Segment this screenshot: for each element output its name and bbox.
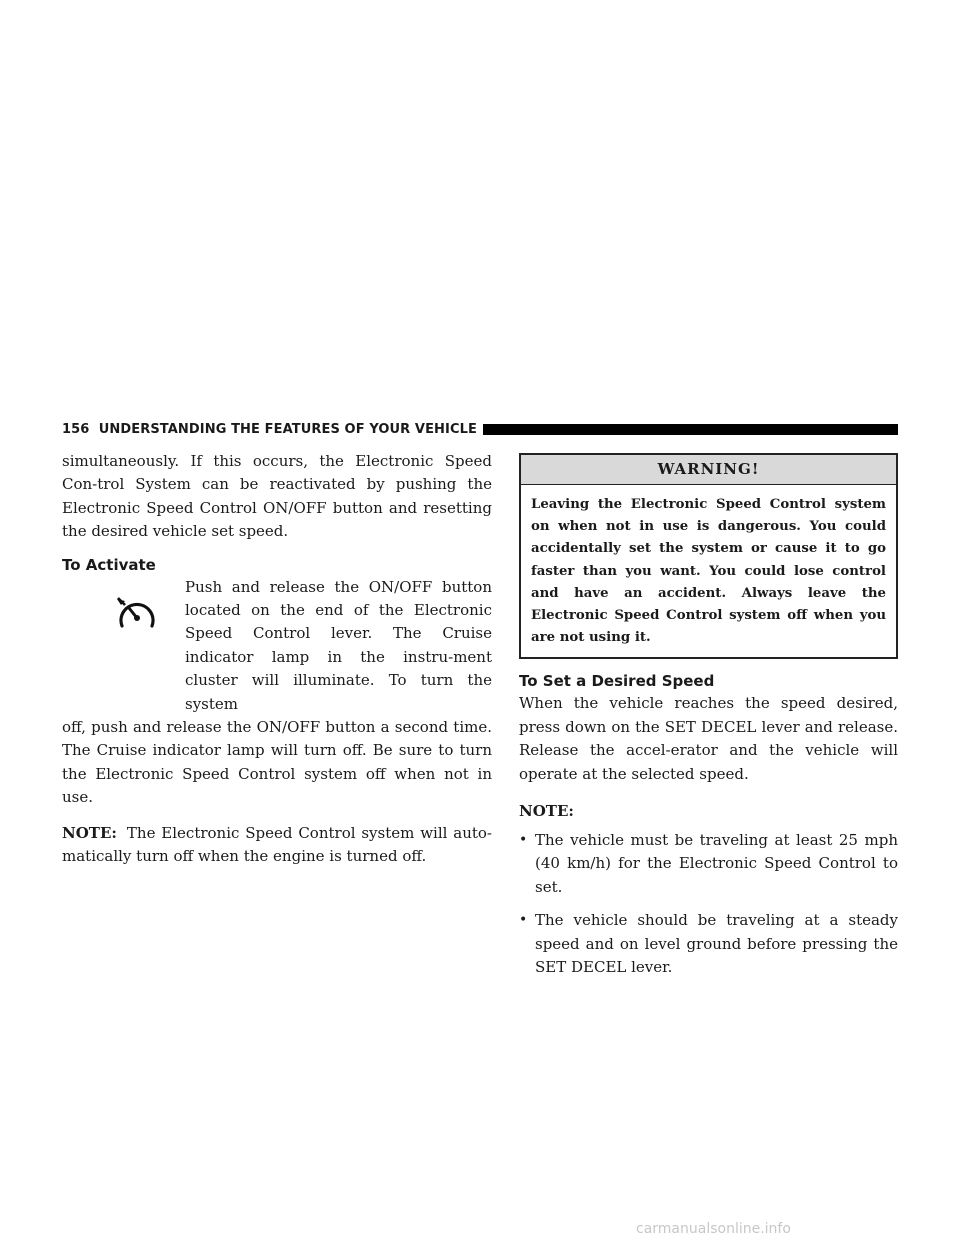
note-label: NOTE: xyxy=(62,823,117,842)
note-text: The Electronic Speed Control system will auto-matically turn off when the engine is turned off. xyxy=(62,823,492,866)
intro-paragraph: simultaneously. If this occurs, the Electronic Speed Con-trol System can be reactivated by pushing the Electronic Speed Control ON/OFF button and resetting the desired vehicle set speed. xyxy=(62,452,492,541)
warning-text: Leaving the Electronic Speed Control system on when not in use is dangerous. You could accidentally set the system or cause it to go faster than you want. You could lose control and have an accident. Always leave the Electronic Speed Control system off when you are not using it. xyxy=(531,497,886,646)
watermark: carmanualsonline.info xyxy=(636,1221,791,1237)
page-number: 156 xyxy=(62,421,90,437)
bullet-text: The vehicle must be traveling at least 25 mph (40 km/h) for the Electronic Speed Control to set. xyxy=(535,831,898,896)
set-speed-heading: To Set a Desired Speed xyxy=(519,672,715,691)
activate-text-full: off, push and release the ON/OFF button a second time. The Cruise indicator lamp will turn off. Be sure to turn the Electronic Speed Control system off when not in use. xyxy=(62,718,492,807)
set-speed-paragraph: When the vehicle reaches the speed desired, press down on the SET DECEL lever and release. Release the accel-erator and the vehicle will operate at the selected speed. xyxy=(519,694,898,783)
bullet-text: The vehicle should be traveling at a steady speed and on level ground before pressing the SET DECEL lever. xyxy=(535,911,898,977)
right-column xyxy=(519,453,898,979)
header-rule xyxy=(483,424,898,435)
warning-box xyxy=(519,453,898,659)
bullet-dot-icon: • xyxy=(519,832,528,849)
header-text xyxy=(62,422,477,437)
activate-block xyxy=(62,576,492,810)
left-column xyxy=(62,450,492,869)
section-title: UNDERSTANDING THE FEATURES OF YOUR VEHICLE xyxy=(98,421,477,437)
activate-text-indented: Push and release the ON/OFF button located on the end of the Electronic Speed Control lever. The Cruise indicator lamp in the instru-ment cluster will illuminate. To turn the system xyxy=(185,577,492,713)
bullet-item xyxy=(519,909,898,979)
bullet-item xyxy=(519,829,898,899)
page-header xyxy=(62,420,898,438)
bullet-dot-icon: • xyxy=(519,912,528,929)
note-paragraph xyxy=(62,822,492,869)
to-activate-heading: To Activate xyxy=(62,555,156,574)
cruise-control-speedometer-icon xyxy=(116,596,160,640)
warning-title: WARNING! xyxy=(521,455,896,485)
note-heading: NOTE: xyxy=(519,802,574,821)
